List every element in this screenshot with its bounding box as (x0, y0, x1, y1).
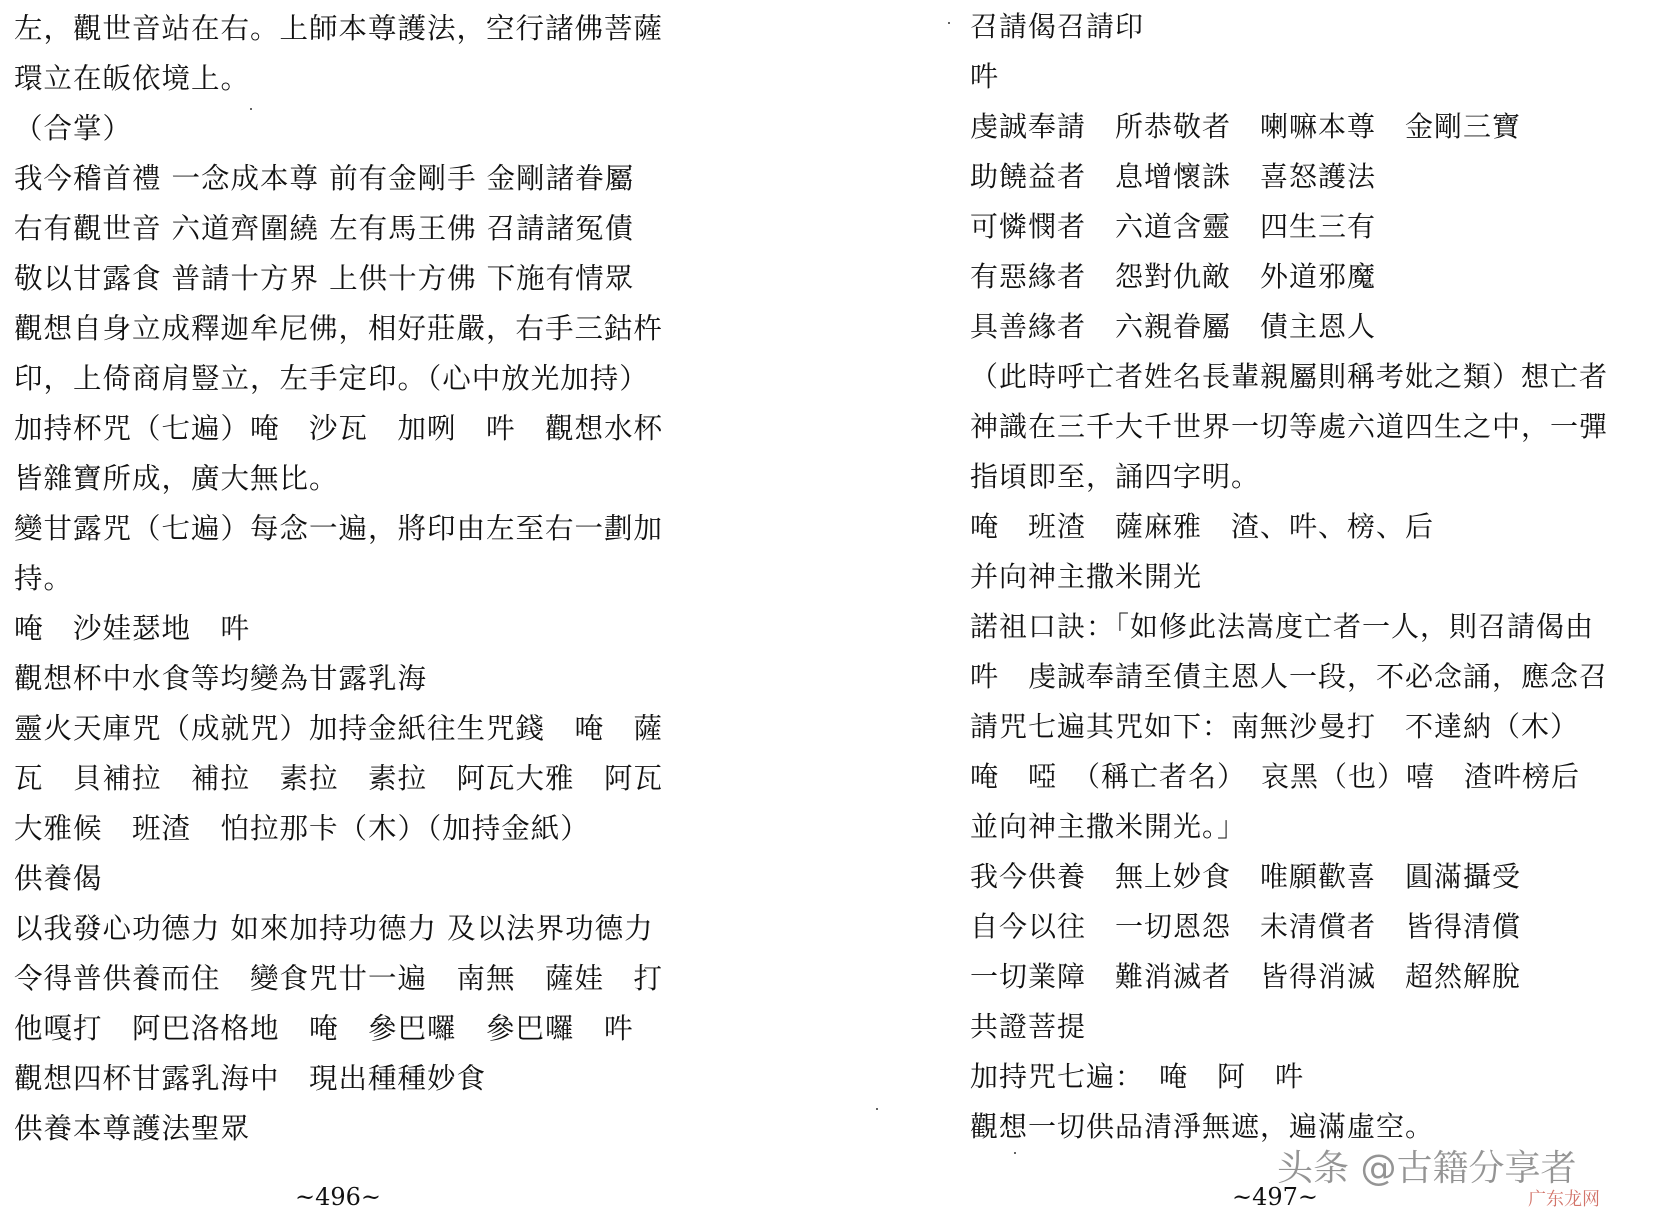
scan-speck (948, 22, 950, 24)
text-line: 并向神主撒米開光 (970, 560, 1203, 593)
text-line: 以我發心功德力 如來加持功德力 及以法界功德力 (14, 912, 654, 945)
text-line: 具善緣者 六親眷屬 債主恩人 (970, 310, 1377, 343)
text-line: 指頃即至，誦四字明。 (970, 460, 1261, 493)
page-number: ~497~ (1232, 1183, 1319, 1211)
left-page (0, 0, 720, 1215)
left-page-text (14, 4, 720, 1154)
text-line: 令得普供養而住 變食咒廿一遍 南無 薩娃 打 (14, 962, 664, 995)
right-page-text (970, 2, 1653, 1152)
text-line: 共證菩提 (970, 1010, 1087, 1043)
text-line: 左，觀世音站在右。上師本尊護法，空行諸佛菩薩 (14, 12, 664, 45)
text-line: 供養偈 (14, 862, 103, 895)
text-line: 觀想一切供品清淨無遮，遍滿虛空。 (970, 1110, 1435, 1143)
text-line: 皆雜寶所成，廣大無比。 (14, 462, 339, 495)
text-line: 助饒益者 息增懷誅 喜怒護法 (970, 160, 1377, 193)
text-line: 請咒七遍其咒如下：南無沙曼打 不達納（木） (970, 710, 1580, 743)
text-line: 可憐憫者 六道含靈 四生三有 (970, 210, 1377, 243)
text-line: 並向神主撒米開光。」 (970, 810, 1247, 843)
text-line: 觀想四杯甘露乳海中 現出種種妙食 (14, 1062, 487, 1095)
text-line: 召請偈召請印 (970, 10, 1145, 43)
text-line: 他嘎打 阿巴洛格地 唵 參巴囉 參巴囉 吽 (14, 1012, 634, 1045)
text-line: 一切業障 難消滅者 皆得消滅 超然解脫 (970, 960, 1522, 993)
text-line: 瓦 貝補拉 補拉 素拉 素拉 阿瓦大雅 阿瓦 (14, 762, 664, 795)
text-line: 我今稽首禮 一念成本尊 前有金剛手 金剛諸眷屬 (14, 162, 635, 195)
page-number: ~496~ (295, 1183, 382, 1211)
text-line: 環立在皈依境上。 (14, 62, 251, 95)
text-line: 靈火天庫咒（成就咒）加持金紙往生咒錢 唵 薩 (14, 712, 664, 745)
scan-speck (876, 1108, 878, 1110)
text-line: 加持杯咒（七遍）唵 沙瓦 加咧 吽 觀想水杯 (14, 412, 664, 445)
text-line: 神識在三千大千世界一切等處六道四生之中，一彈 (970, 410, 1609, 443)
text-line: 供養本尊護法聖眾 (14, 1112, 251, 1145)
text-line: 吽 虔誠奉請至債主恩人一段，不必念誦，應念召 (970, 660, 1609, 693)
scan-speck (1014, 1152, 1016, 1154)
text-line: 唵 班渣 薩麻雅 渣、吽、榜、后 (970, 510, 1435, 543)
text-line: （合掌） (14, 112, 133, 145)
watermark: 头条 @古籍分享者 (1277, 1148, 1577, 1189)
text-line: 敬以甘露食 普請十方界 上供十方佛 下施有情眾 (14, 262, 635, 295)
text-line: 變甘露咒（七遍）每念一遍，將印由左至右一劃加 (14, 512, 664, 545)
text-line: 大雅候 班渣 怕拉那卡（木）（加持金紙） (14, 812, 590, 845)
text-line: 有惡緣者 怨對仇敵 外道邪魔 (970, 260, 1377, 293)
text-line: （此時呼亡者姓名長輩親屬則稱考妣之類）想亡者 (970, 360, 1609, 393)
text-line: 自今以往 一切恩怨 未清償者 皆得清償 (970, 910, 1522, 943)
text-line: 觀想自身立成釋迦牟尼佛，相好莊嚴，右手三鈷杵 (14, 312, 664, 345)
text-line: 觀想杯中水食等均變為甘露乳海 (14, 662, 428, 695)
text-line: 唵 沙娃瑟地 吽 (14, 612, 251, 645)
right-page (960, 0, 1653, 1215)
site-watermark: 广东龙网 (1528, 1189, 1600, 1210)
text-line: 吽 (970, 60, 1000, 93)
text-line: 加持咒七遍： 唵 阿 吽 (970, 1060, 1305, 1093)
text-line: 虔誠奉請 所恭敬者 喇嘛本尊 金剛三寶 (970, 110, 1522, 143)
text-line: 唵 啞 （稱亡者名） 哀黑（也）嘻 渣吽榜后 (970, 760, 1581, 793)
text-line: 諾祖口訣：「如修此法嵩度亡者一人，則召請偈由 (970, 610, 1595, 643)
text-line: 右有觀世音 六道齊圍繞 左有馬王佛 召請諸冤債 (14, 212, 635, 245)
scan-speck (250, 108, 252, 110)
text-line: 我今供養 無上妙食 唯願歡喜 圓滿攝受 (970, 860, 1522, 893)
text-line: 持。 (14, 562, 74, 595)
text-line: 印，上倚商肩豎立，左手定印。（心中放光加持） (14, 362, 649, 395)
